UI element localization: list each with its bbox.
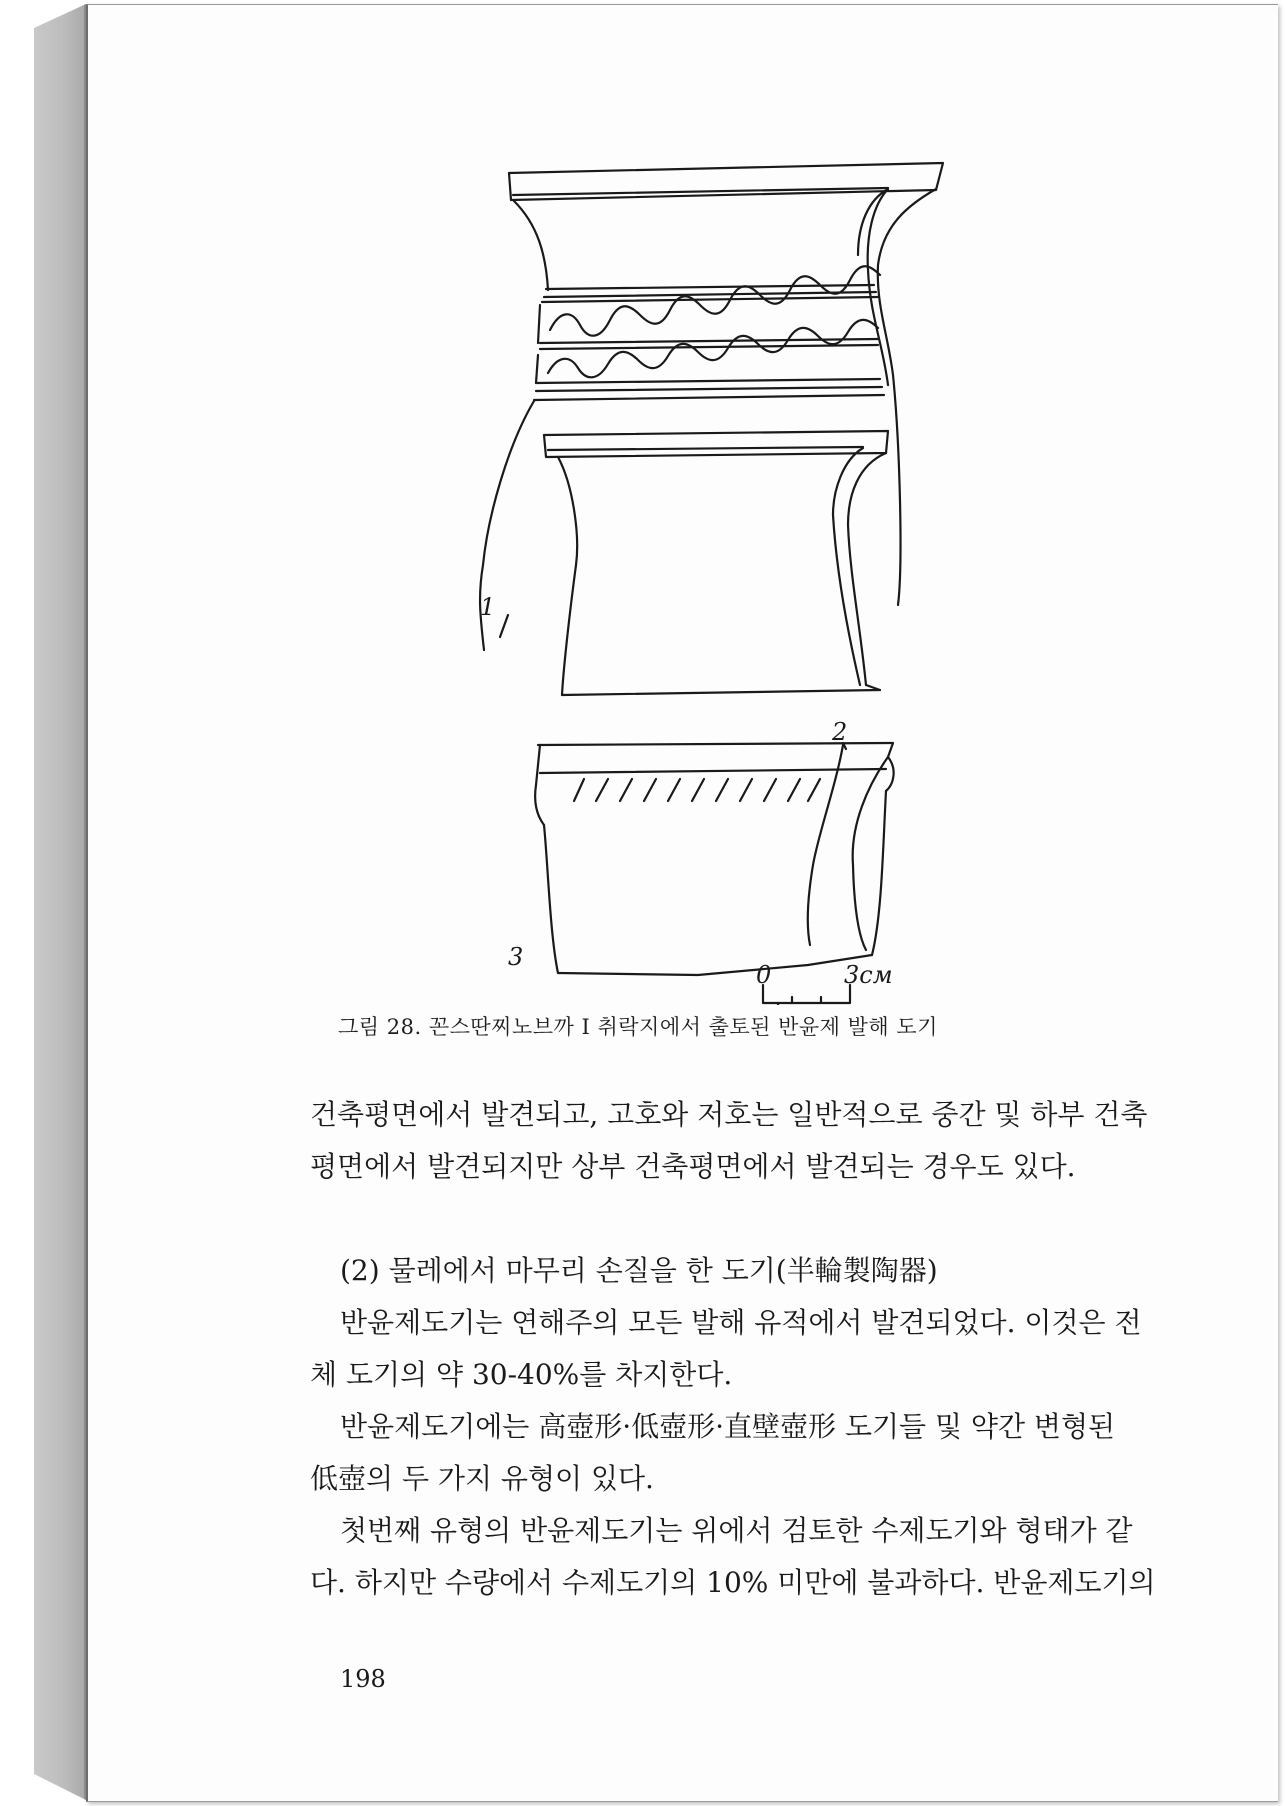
scale-end-label: 3см xyxy=(844,961,893,989)
section-text xyxy=(310,1245,1240,1609)
page-number: 198 xyxy=(340,1665,386,1693)
vessel-2-label: 2 xyxy=(832,718,848,746)
paragraph-2-line-1: 반윤제도기는 연해주의 모든 발해 유적에서 발견되었다. 이것은 전 xyxy=(340,1306,1142,1339)
paragraph-3-line-1: 반윤제도기에는 高壺形·低壺形·直壁壺形 도기들 및 약간 변형된 xyxy=(340,1410,1116,1443)
pottery-drawing xyxy=(388,145,1068,1005)
paragraph-1-line-1: 건축평면에서 발견되고, 고호와 저호는 일반적으로 중간 및 하부 건축 xyxy=(310,1098,1148,1131)
book-page xyxy=(86,4,1278,1802)
paragraph-3-line-2: 低壺의 두 가지 유형이 있다. xyxy=(310,1462,654,1495)
vessel-3-label: 3 xyxy=(508,943,524,971)
section-heading: (2) 물레에서 마무리 손질을 한 도기(半輪製陶器) xyxy=(340,1254,938,1287)
scale-start-label: 0 xyxy=(756,961,772,989)
paragraph-4-line-2: 다. 하지만 수량에서 수제도기의 10% 미만에 불과하다. 반윤제도기의 xyxy=(310,1566,1156,1599)
book-spine xyxy=(34,4,86,1800)
paragraph-2-line-2: 체 도기의 약 30-40%를 차지한다. xyxy=(310,1358,733,1391)
paragraph-4-line-1: 첫번째 유형의 반윤제도기는 위에서 검토한 수제도기와 형태가 같 xyxy=(340,1514,1133,1547)
body-text xyxy=(310,1089,1240,1193)
figure-caption: 그림 28. 꼰스딴찌노브까 I 취락지에서 출토된 반윤제 발해 도기 xyxy=(338,1015,938,1039)
paragraph-1-line-2: 평면에서 발견되지만 상부 건축평면에서 발견되는 경우도 있다. xyxy=(310,1150,1076,1183)
pottery-figure xyxy=(388,145,1068,1005)
vessel-1-label: 1 xyxy=(480,593,496,621)
